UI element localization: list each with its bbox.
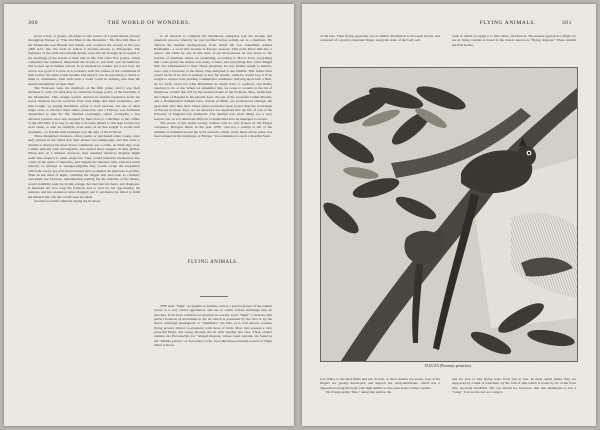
right-column-bottom-right	[452, 377, 576, 411]
engraving-illustration	[320, 67, 578, 362]
right-column-top-left	[320, 34, 440, 64]
right-page	[302, 4, 596, 426]
paragraph: These misguided creatures, often youths or purchased when young, were early trained in the belief that their master was omnipotent, and that even to attempt to disobey his most trivial commands was a crime. At times they wore a white uniform with red lanyards, and carried sharp daggers in their girdles. When sent on a mission, however, they assumed whatever disguise might seem best adapted to elude suspicion. They would insinuate themselves into courts in the guise of minstrels, and beguile the listeners with wild and weird melody; or perhaps as stranger-pilgrims they would accept the hospitality which the weary eye and travel-stained garb prompted the generous to proffer. Then in the dead of night, clutching the dagger that had been so carefully concealed, the Fedavee, remembering nothing but the mandate of his master, would stealthily seek his victim, plunge the steel into his heart, and disappear. It mattered not how long the Fedavee had to wait for his opportunity; his patience and his resolution never flagged; and if perchance he failed to fulfil his mission his own life would soon be taken.	[28, 133, 140, 199]
flying-squirrel-engraving-icon	[321, 68, 577, 361]
right-column-bottom-left	[320, 377, 440, 411]
paragraph: and are able to take flying leaps from tree to tree. In these aerial jumps they are supported by a kind of parachute, by the fold of skin which is borne by six of the front ribs, specially modified. We can should be, however, that this membrane is not a "wing." It is not moved as a wing is	[452, 377, 576, 395]
left-running-title: THE WORLD OF WONDERS.	[107, 20, 191, 26]
paragraph: fore limbs, to the hind limbs and tail. In bats, as most readers are aware, four of the fingers are greatly developed, and support the wing-membrane, which has a disposition along the body well-nigh similar to that seen in the extinct reptiles.	[320, 377, 440, 390]
paragraph: to all hazards to complete his murderous enterprise was the strange and repulsive process whereby he was fortified before setting out as a murderer. He chewed the hashish (hemp-plant), from which his was sometimes termed Hashishim—a word that became in Europe assassin. This plant threw him into a stupor, and while he was in this state of unconsciousness he was borne to the Garden of Alamout, where on awakening, according to Marco Polo, everything that could please the senses was ready at hand, and everything that could delight him was administered to him. These pleasures, he was further taught to believe, were only a foretaste of the future bliss designed to the faithful. This future bliss would be his if he fell in seeking to slay his master, while he would lose it if he sought to escape from yielding a submissive obedience. Relying upon such a faith, he set forth, cared not what difficulties he might have to confront, and firmly resolved to do or die. When we remember this, we cease to wonder at the list of illustrious victims that fell by the fearless hands of the Fedavee. Men, farfetched, the Caliph of Bagdad in his palatial days, the son of the powerful Caliph Mostali, and a distinguished Turkish ruler, Nizam ul Mulk, are pronounced amongst the great men who thus died. These rulers possessed more power than the sovereigns of Europe in those days; we are therefore not surprised that the life of one of the Edwards of England was attempted. The attempt was, most likely, not a very serious one, as it is otherwise difficult to understand how he managed to escape.	[154, 34, 272, 121]
paragraph: of the bats. Their flying apparatus was of similar description to that seen in bats, and consisted of a greatly elongated finger, along the sides of the body and	[320, 34, 440, 43]
left-page-number: 300	[28, 20, 39, 26]
left-running-head	[4, 20, 294, 28]
paragraph: THE term "flight," as applied to animals, and as a special groups of the animal world, is a very varied appellation, and one to which various meanings may be attached. In its most common acceptation we use the word "flight" to indicate that perfect freedom of movement in the air which is possessed by the bird or by the insect. Amongst quadrupeds, or "mammals," the bats, as is well known, possess flying powers almost co-extensive with those of birds. Most bats possess a very powerful flight, and sweep through the air with rapidity and ease. These extinct reptiles, the Pterodactyls (or "winged-fingers), whose fossil remains are found in the "Middle-period," or Secondary rocks, were likewise possessed powers of flight allied to those	[154, 304, 272, 348]
paragraph: seven wives, or grades, all subject to the control of a grand master, known throughout Europe as "The Old Man of the Mountain." The first Old Man of the Mountains was Hassan ben Sabah, who acquired the society in the year 1090 A.D. into the form in which it became known to Europeans. The members of the sixth and seventh grades were strictly brought up in regard to the teachings of the Koran at their rule in life. The other five grades, which comprised the initiated, interpreted the Koran to suit their own inclinations, and looked upon human actions as in themselves neither good nor bad. An action was good if it were in accordance with the wishes of the commands of their leader; the same action became bad when it was in opposition or threat to them or commands. Men with such a creed could be nothing else than the merest instruments of their chief.	[28, 34, 140, 86]
left-column-2-top	[154, 34, 272, 256]
figure-caption: TAGUAN (Pteromys petaurista).	[424, 364, 472, 368]
section-heading: FLYING ANIMALS.	[187, 260, 239, 265]
right-running-head	[302, 20, 596, 28]
left-column-2-bottom	[154, 304, 272, 408]
right-running-title: FLYING ANIMALS.	[479, 20, 536, 26]
paragraph: Another powerful stimulus urging the Fedavee	[34, 199, 101, 204]
right-page-number: 301	[561, 20, 572, 26]
paragraph: arms in which we apply it to bats, birds, and insects. The nearest approach to flight we see in flying reptiles is found in the lizards known as "flying dragons." These inhabit the East Indies,	[452, 34, 576, 47]
left-column-1	[28, 34, 140, 408]
paragraph: The Fedavees were the members of the fifth grade, and it was their business to carry out what may be called the foreign policy of the Old Man of the Mountains. This strange society derived its fearful reputation from the secret missions that he received from even kings and other potentates, who thus bought, by paying blackmail, safety to their persons. Let one of these kings cease to advance these rulers protection, and a Fedavee was forthwith despatched to take his life. Besides sovereigns, others occupying a less elevated position were also dropped by their fears to contribute to the coffers of the Old Man. It is easy to see that a recourse denied to this sign would very soon cause, to take an example, even seats of all that sought to evade such payments—to furnish such examples was the duty of the Fedavee.	[28, 86, 140, 134]
section-rule	[200, 296, 228, 297]
paragraph: No living reptile "flies," using that term in the	[326, 390, 392, 395]
left-page	[4, 4, 294, 426]
paragraph: The power of this awful society, Gibbon tells us, was broken by the Mogul conqueror, Holagou Khan, in the year 1256; "and not a vestige is left of the enemies of mankind except the word assassin, which, in the most odious sense, has been adopted in the languages of Europe." Its termination to such a dreadful band.	[154, 120, 272, 138]
right-column-top-right	[452, 34, 576, 64]
